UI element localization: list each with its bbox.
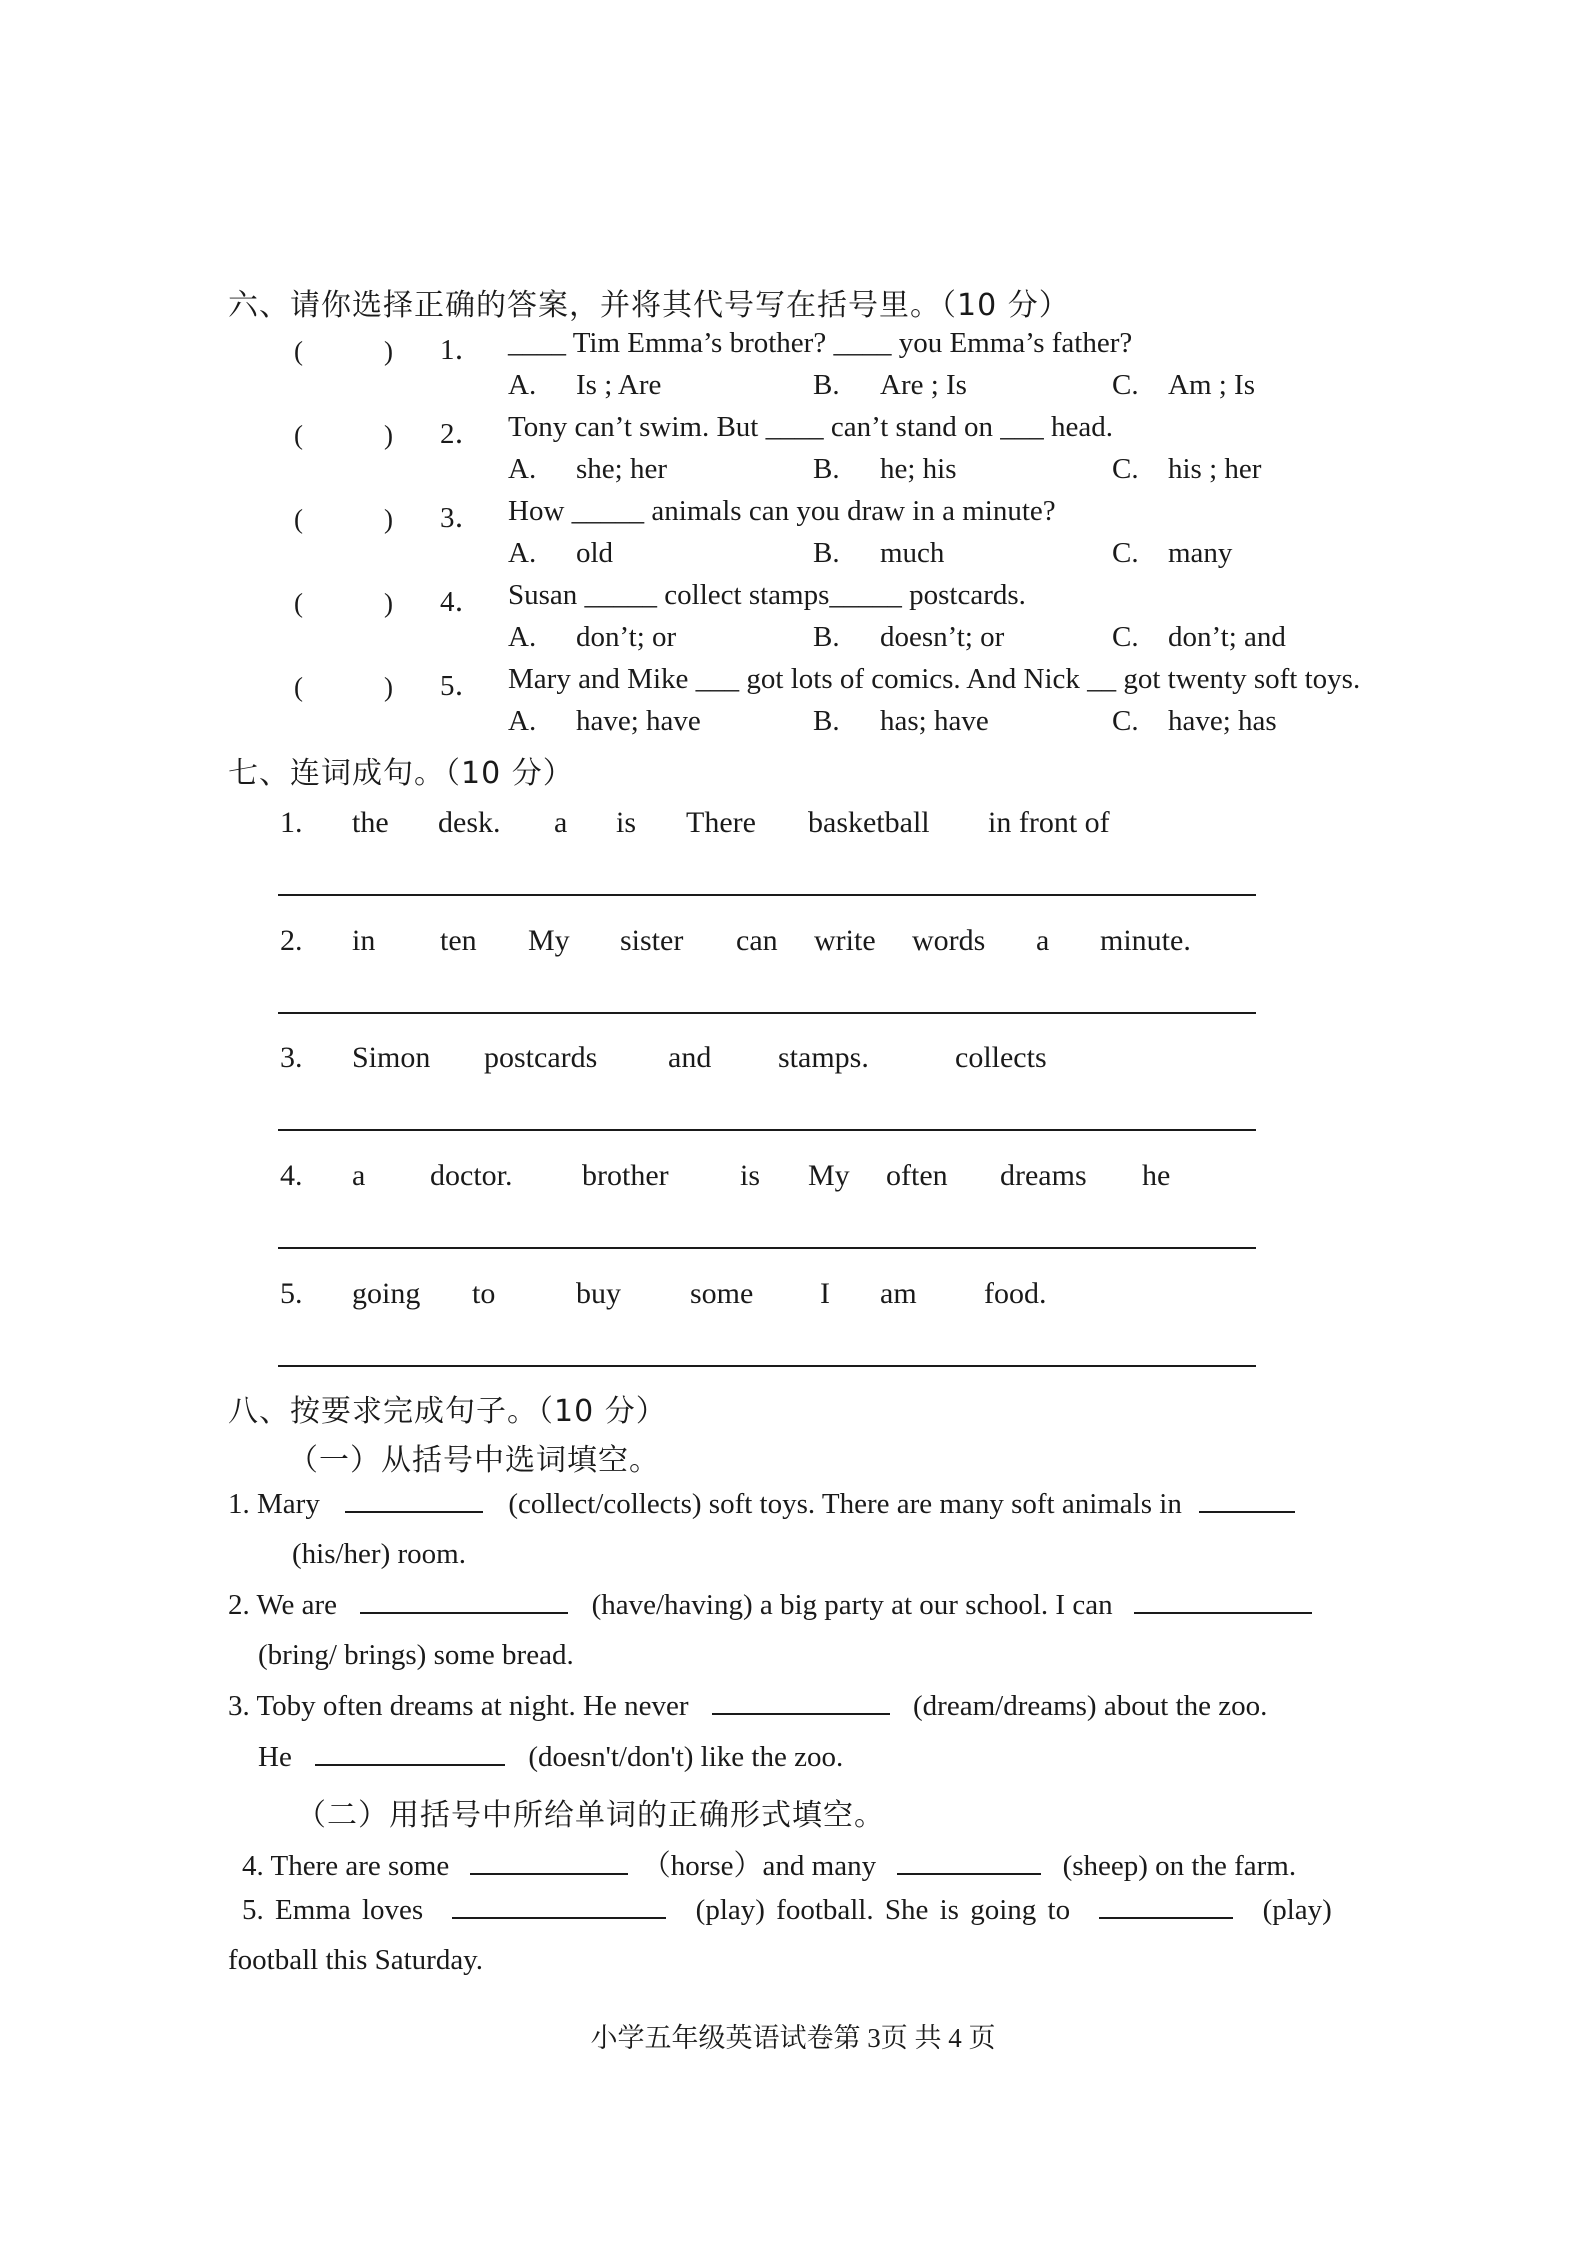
answer-bracket[interactable]: ( )	[294, 420, 393, 450]
s8-q5-a: 5. Emma loves	[242, 1894, 424, 1926]
s8-q2-a: 2. We are	[228, 1589, 338, 1621]
scrambled-word: a	[1036, 924, 1050, 957]
scrambled-word: basketball	[808, 806, 930, 839]
scrambled-word: postcards	[484, 1041, 598, 1074]
s8-q3-d: (doesn't/don't) like the zoo.	[528, 1741, 844, 1773]
option-text: have; has	[1168, 705, 1277, 737]
answer-bracket[interactable]: ( )	[294, 588, 393, 618]
s8-q3-a: 3. Toby often dreams at night. He never	[228, 1690, 689, 1722]
option-text: his ; her	[1168, 453, 1262, 485]
section-6-title: 六、请你选择正确的答案，并将其代号写在括号里。（10 分）	[228, 288, 1070, 323]
answer-bracket[interactable]: ( )	[294, 504, 393, 534]
scrambled-word: to	[472, 1277, 496, 1310]
scrambled-word: stamps.	[778, 1041, 869, 1074]
option-text: much	[880, 537, 945, 569]
option-letter[interactable]: C.	[1112, 369, 1139, 401]
scrambled-word: There	[686, 806, 756, 839]
item-number: 5.	[280, 1277, 303, 1310]
scrambled-word: I	[820, 1277, 830, 1310]
option-letter[interactable]: B.	[813, 369, 840, 401]
scrambled-word: desk.	[438, 806, 501, 839]
s8-q3-b: (dream/dreams) about the zoo.	[913, 1690, 1268, 1722]
s8-q3-blank2[interactable]	[315, 1763, 505, 1766]
option-letter[interactable]: C.	[1112, 705, 1139, 737]
section-8-part1-title: （一）从括号中选词填空。	[288, 1443, 660, 1478]
option-letter[interactable]: B.	[813, 453, 840, 485]
answer-line[interactable]	[278, 1365, 1256, 1367]
s8-q1-blank1[interactable]	[345, 1510, 483, 1513]
s8-q5-blank2[interactable]	[1099, 1916, 1233, 1919]
s8-q4-c: (sheep) on the farm.	[1062, 1850, 1297, 1882]
s8-q1-line1	[228, 1488, 1299, 1521]
scrambled-word: going	[352, 1277, 421, 1310]
answer-line[interactable]	[278, 1129, 1256, 1131]
option-letter[interactable]: A.	[508, 453, 537, 485]
option-text: don’t; or	[576, 621, 677, 653]
option-text: she; her	[576, 453, 667, 485]
question-text: Tony can’t swim. But ____ can’t stand on ___ head.	[508, 411, 1114, 443]
option-letter[interactable]: B.	[813, 705, 840, 737]
s8-q3-line2	[258, 1741, 843, 1774]
s8-q5-blank1[interactable]	[452, 1916, 666, 1919]
question-number: 3．	[440, 502, 484, 534]
answer-line[interactable]	[278, 1012, 1256, 1014]
option-text: many	[1168, 537, 1233, 569]
scrambled-word: can	[736, 924, 778, 957]
s8-q3-c: He	[258, 1741, 292, 1773]
scrambled-word: brother	[582, 1159, 669, 1192]
scrambled-word: write	[814, 924, 876, 957]
option-letter[interactable]: C.	[1112, 537, 1139, 569]
question-text: Susan _____ collect stamps_____ postcards.	[508, 579, 1026, 611]
option-letter[interactable]: B.	[813, 537, 840, 569]
s8-q5-d: football this Saturday.	[228, 1944, 484, 1976]
item-number: 3.	[280, 1041, 303, 1074]
s8-q5-c: (play)	[1262, 1894, 1332, 1926]
s8-q1-c: (his/her) room.	[292, 1538, 466, 1570]
section-8-part2-title: （二）用括号中所给单词的正确形式填空。	[296, 1798, 885, 1833]
scrambled-word: the	[352, 806, 389, 839]
scrambled-word: is	[740, 1159, 761, 1192]
s8-q4-a: 4. There are some	[242, 1850, 450, 1882]
scrambled-word: ten	[440, 924, 477, 957]
scrambled-word: some	[690, 1277, 754, 1310]
scrambled-word: is	[616, 806, 637, 839]
scrambled-word: collects	[955, 1041, 1047, 1074]
item-number: 1.	[280, 806, 303, 839]
question-number: 1．	[440, 334, 484, 366]
option-text: Am ; Is	[1168, 369, 1255, 401]
scrambled-word: often	[886, 1159, 948, 1192]
s8-q4-blank1[interactable]	[470, 1872, 628, 1875]
question-text: Mary and Mike ___ got lots of comics. And Nick __ got twenty soft toys.	[508, 663, 1361, 695]
s8-q5-line1	[242, 1894, 1332, 1927]
s8-q4-blank2[interactable]	[897, 1872, 1041, 1875]
s8-q2-line1	[228, 1589, 1316, 1622]
answer-line[interactable]	[278, 894, 1256, 896]
section-8-title: 八、按要求完成句子。（10 分）	[228, 1394, 667, 1429]
option-letter[interactable]: A.	[508, 621, 537, 653]
answer-bracket[interactable]: ( )	[294, 672, 393, 702]
item-number: 4.	[280, 1159, 303, 1192]
answer-bracket[interactable]: ( )	[294, 336, 393, 366]
s8-q2-blank1[interactable]	[360, 1611, 568, 1614]
option-text: don’t; and	[1168, 621, 1286, 653]
question-number: 5．	[440, 670, 484, 702]
question-number: 4．	[440, 586, 484, 618]
option-text: has; have	[880, 705, 989, 737]
option-text: Are ; Is	[880, 369, 967, 401]
option-letter[interactable]: C.	[1112, 621, 1139, 653]
scrambled-word: food.	[984, 1277, 1047, 1310]
scrambled-word: he	[1142, 1159, 1171, 1192]
s8-q4-line1	[242, 1843, 1296, 1884]
option-letter[interactable]: A.	[508, 369, 537, 401]
option-letter[interactable]: A.	[508, 705, 537, 737]
scrambled-word: a	[352, 1159, 366, 1192]
scrambled-word: in	[352, 924, 376, 957]
option-text: old	[576, 537, 614, 569]
answer-line[interactable]	[278, 1247, 1256, 1249]
option-letter[interactable]: C.	[1112, 453, 1139, 485]
option-letter[interactable]: A.	[508, 537, 537, 569]
option-text: doesn’t; or	[880, 621, 1005, 653]
page-footer: 小学五年级英语试卷第 3页 共 4 页	[590, 2023, 996, 2053]
scrambled-word: a	[554, 806, 568, 839]
scrambled-word: minute.	[1100, 924, 1191, 957]
s8-q2-c: (bring/ brings) some bread.	[258, 1639, 574, 1671]
item-number: 2.	[280, 924, 303, 957]
scrambled-word: dreams	[1000, 1159, 1087, 1192]
option-text: he; his	[880, 453, 957, 485]
scrambled-word: words	[912, 924, 986, 957]
scrambled-word: am	[880, 1277, 917, 1310]
question-text: How _____ animals can you draw in a minute?	[508, 495, 1056, 527]
s8-q3-line1	[228, 1690, 1267, 1723]
scrambled-word: My	[528, 924, 570, 957]
scrambled-word: doctor.	[430, 1159, 513, 1192]
s8-q2-blank2[interactable]	[1134, 1611, 1312, 1614]
s8-q1-a: 1. Mary	[228, 1488, 320, 1520]
scrambled-word: and	[668, 1041, 712, 1074]
s8-q1-blank2[interactable]	[1199, 1510, 1295, 1513]
s8-q3-blank1[interactable]	[712, 1712, 890, 1715]
section-7-title: 七、连词成句。（10 分）	[228, 756, 574, 791]
s8-q1-b: (collect/collects) soft toys. There are many soft animals in	[508, 1488, 1182, 1520]
question-text: ____ Tim Emma’s brother? ____ you Emma’s father?	[508, 327, 1133, 359]
scrambled-word: sister	[620, 924, 684, 957]
question-number: 2．	[440, 418, 484, 450]
option-text: have; have	[576, 705, 701, 737]
s8-q4-b: （horse）and many	[641, 1850, 877, 1882]
s8-q2-b: (have/having) a big party at our school. I can	[591, 1589, 1113, 1621]
scrambled-word: Simon	[352, 1041, 431, 1074]
scrambled-word: in front of	[988, 806, 1110, 839]
scrambled-word: My	[808, 1159, 850, 1192]
option-text: Is ; Are	[576, 369, 662, 401]
scrambled-word: buy	[576, 1277, 621, 1310]
option-letter[interactable]: B.	[813, 621, 840, 653]
s8-q5-b: (play) football. She is going to	[695, 1894, 1071, 1926]
